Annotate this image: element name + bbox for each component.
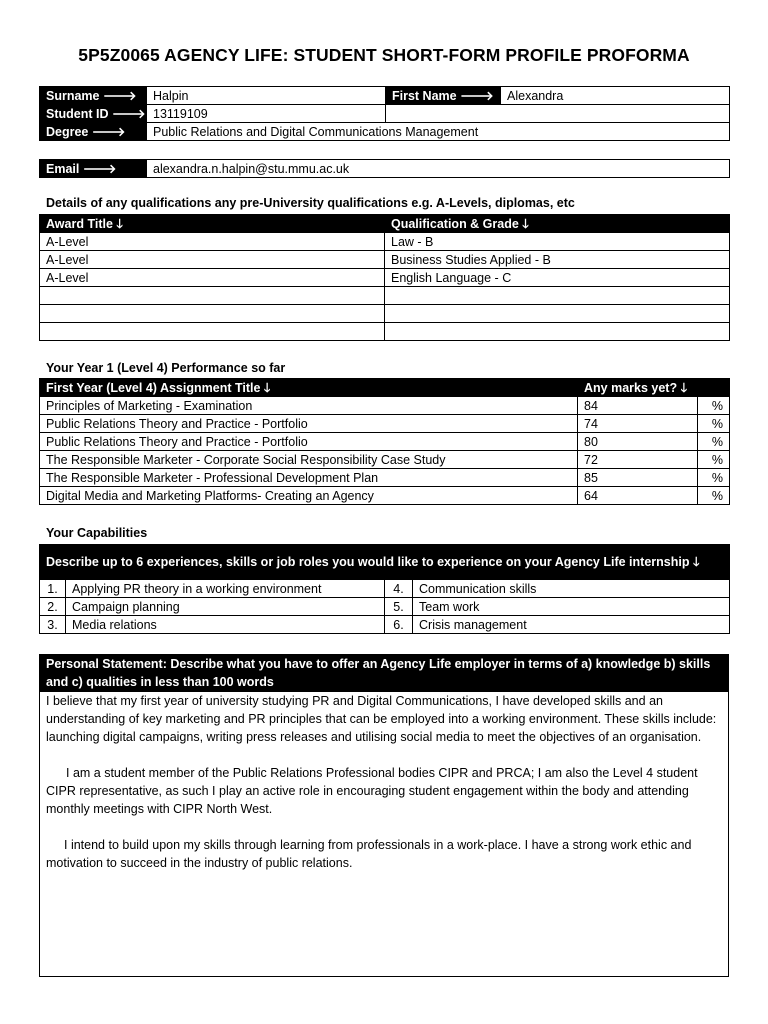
capability-item[interactable]: Campaign planning	[66, 598, 385, 616]
marks-header: Any marks yet? 🡓	[578, 379, 730, 397]
mark-cell[interactable]: 84	[578, 397, 698, 415]
degree-label: Degree 🡒	[40, 123, 147, 141]
assignment-cell[interactable]: Public Relations Theory and Practice - Portfolio	[40, 415, 578, 433]
arrow-down-icon: 🡓	[522, 216, 529, 231]
arrow-right-icon: 🡒	[102, 88, 137, 103]
award-cell[interactable]	[40, 287, 385, 305]
table-row	[40, 287, 730, 305]
mark-cell[interactable]: 74	[578, 415, 698, 433]
award-cell[interactable]: A-Level	[40, 233, 385, 251]
grade-cell[interactable]: English Language - C	[385, 269, 730, 287]
grade-cell[interactable]: Business Studies Applied - B	[385, 251, 730, 269]
item-number: 5.	[385, 598, 413, 616]
table-row	[40, 469, 730, 487]
award-cell[interactable]	[40, 323, 385, 341]
quals-heading: Details of any qualifications any pre-University qualifications e.g. A-Levels, diplomas, etc	[46, 196, 575, 210]
mark-cell[interactable]: 85	[578, 469, 698, 487]
award-cell[interactable]	[40, 305, 385, 323]
table-row	[40, 397, 730, 415]
assignment-cell[interactable]: The Responsible Marketer - Professional Development Plan	[40, 469, 578, 487]
email-label: Email 🡒	[40, 160, 147, 178]
percent-cell: %	[698, 397, 730, 415]
table-row	[40, 269, 730, 287]
personal-statement-heading: Personal Statement: Describe what you have to offer an Agency Life employer in terms of a) knowledge b) skills and c) qualities in less than 100 words	[40, 655, 728, 692]
arrow-down-icon: 🡓	[263, 380, 271, 395]
statement-paragraph: I intend to build upon my skills through learning from professionals in a work-place. I have a strong work ethic and motivation to succeed in the industry of public relations.	[46, 838, 692, 870]
capabilities-table	[39, 544, 730, 634]
assignment-cell[interactable]: Principles of Marketing - Examination	[40, 397, 578, 415]
assignment-cell[interactable]: Public Relations Theory and Practice - Portfolio	[40, 433, 578, 451]
percent-cell: %	[698, 487, 730, 505]
quals-table	[39, 214, 730, 341]
grade-cell[interactable]: Law - B	[385, 233, 730, 251]
table-row	[40, 451, 730, 469]
statement-paragraph: I am a student member of the Public Relations Professional bodies CIPR and PRCA; I am also the Level 4 student CIPR representative, as such I play an active role in encouraging student engagement within the body and attending monthly meetings with CIPR North West.	[46, 766, 698, 816]
item-number: 2.	[40, 598, 66, 616]
table-row	[40, 580, 730, 598]
arrow-right-icon: 🡒	[460, 88, 494, 103]
table-row	[40, 233, 730, 251]
table-row	[40, 415, 730, 433]
arrow-right-icon: 🡒	[91, 124, 126, 139]
studentid-label: Student ID 🡒	[40, 105, 147, 123]
mark-cell[interactable]: 64	[578, 487, 698, 505]
assignment-cell[interactable]: Digital Media and Marketing Platforms- Creating an Agency	[40, 487, 578, 505]
page-title: 5P5Z0065 AGENCY LIFE: STUDENT SHORT-FORM PROFILE PROFORMA	[78, 45, 690, 65]
item-number: 3.	[40, 616, 66, 634]
arrow-right-icon: 🡒	[111, 106, 146, 121]
percent-cell: %	[698, 415, 730, 433]
table-row	[40, 598, 730, 616]
grade-cell[interactable]	[385, 323, 730, 341]
arrow-right-icon: 🡒	[82, 161, 117, 176]
email-table	[39, 159, 730, 178]
personal-statement-box	[39, 654, 729, 977]
table-row	[40, 251, 730, 269]
empty-cell	[386, 105, 730, 123]
year1-heading: Your Year 1 (Level 4) Performance so far	[46, 361, 286, 375]
qualification-grade-header: Qualification & Grade 🡓	[385, 215, 730, 233]
arrow-down-icon: 🡓	[116, 216, 123, 231]
capability-item[interactable]: Crisis management	[413, 616, 730, 634]
award-cell[interactable]: A-Level	[40, 251, 385, 269]
table-row	[40, 433, 730, 451]
year1-table	[39, 378, 730, 505]
percent-cell: %	[698, 469, 730, 487]
statement-paragraph: I believe that my first year of university studying PR and Digital Communications, I have developed skills and an understanding of key marketing and PR principles that can be employed into a working environment. These skills include: launching digital campaigns, writing press releases and utilising social media to meet the objectives of an organisation.	[46, 694, 717, 744]
award-title-header: Award Title 🡓	[40, 215, 385, 233]
email-value[interactable]: alexandra.n.halpin@stu.mmu.ac.uk	[147, 160, 730, 178]
firstname-label: First Name 🡒	[386, 87, 501, 105]
personal-statement-body[interactable]	[40, 692, 728, 872]
surname-label: Surname 🡒	[40, 87, 147, 105]
capability-item[interactable]: Applying PR theory in a working environment	[66, 580, 385, 598]
grade-cell[interactable]	[385, 287, 730, 305]
degree-value[interactable]: Public Relations and Digital Communications Management	[147, 123, 730, 141]
capability-item[interactable]: Communication skills	[413, 580, 730, 598]
table-row	[40, 616, 730, 634]
assignment-cell[interactable]: The Responsible Marketer - Corporate Social Responsibility Case Study	[40, 451, 578, 469]
table-row	[40, 487, 730, 505]
mark-cell[interactable]: 80	[578, 433, 698, 451]
arrow-down-icon: 🡓	[680, 380, 688, 395]
grade-cell[interactable]	[385, 305, 730, 323]
capabilities-heading: Your Capabilities	[46, 526, 148, 540]
table-row	[40, 323, 730, 341]
arrow-down-icon: 🡓	[692, 554, 700, 569]
mark-cell[interactable]: 72	[578, 451, 698, 469]
capability-item[interactable]: Team work	[413, 598, 730, 616]
percent-cell: %	[698, 451, 730, 469]
surname-value[interactable]: Halpin	[147, 87, 386, 105]
item-number: 4.	[385, 580, 413, 598]
item-number: 1.	[40, 580, 66, 598]
item-number: 6.	[385, 616, 413, 634]
capabilities-prompt: Describe up to 6 experiences, skills or job roles you would like to experience on your Agency Life internship 🡓	[40, 545, 730, 580]
capability-item[interactable]: Media relations	[66, 616, 385, 634]
award-cell[interactable]: A-Level	[40, 269, 385, 287]
percent-cell: %	[698, 433, 730, 451]
firstname-value[interactable]: Alexandra	[501, 87, 730, 105]
profile-table	[39, 86, 730, 141]
table-row	[40, 305, 730, 323]
studentid-value[interactable]: 13119109	[147, 105, 386, 123]
assignment-title-header: First Year (Level 4) Assignment Title 🡓	[40, 379, 578, 397]
